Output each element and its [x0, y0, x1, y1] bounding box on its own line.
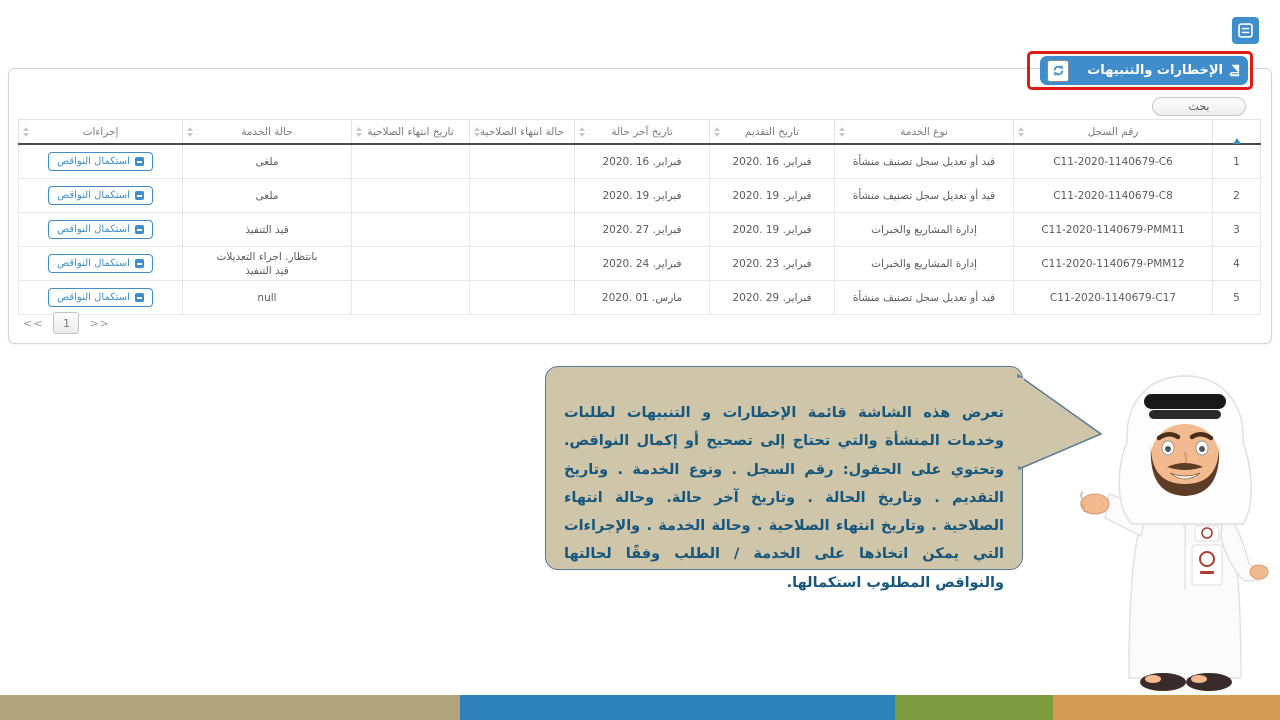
expiry-date-cell: [352, 179, 470, 213]
column-header-label: إجراءات: [82, 125, 119, 138]
sort-up-arrow: [474, 127, 480, 131]
expiry-status-cell: [470, 179, 575, 213]
submit-date-cell: فبراير. 16 .2020: [710, 144, 835, 179]
menu-button[interactable]: [1232, 17, 1259, 44]
service-status-cell: [183, 179, 352, 213]
record-number-cell: C11-2020-1140679-C17: [1014, 281, 1213, 315]
service-type-cell: إدارة المشاريع والخبرات: [835, 213, 1014, 247]
sort-up-arrow: [714, 127, 720, 131]
notifications-table: [18, 119, 1261, 315]
column-header-label: تاريخ انتهاء الصلاحية: [367, 125, 454, 138]
service-type-cell: قيد أو تعديل سجل تصنيف منشأة: [835, 179, 1014, 213]
row-index-cell: 4: [1213, 247, 1261, 281]
table-body: [19, 144, 1261, 315]
complete-deficiencies-label: استكمال النواقص: [57, 258, 130, 269]
footer-color-segment: [895, 695, 1053, 720]
panel-title: الإخطارات والتنبيهات: [1087, 63, 1223, 78]
complete-deficiencies-icon: [135, 191, 144, 200]
column-header-1[interactable]: [1014, 120, 1213, 145]
service-status-cell: [183, 213, 352, 247]
column-header-4[interactable]: [575, 120, 710, 145]
column-header-label: رقم السجل: [1087, 125, 1139, 138]
complete-deficiencies-button[interactable]: [48, 288, 153, 307]
expiry-status-cell: [470, 281, 575, 315]
column-header-2[interactable]: [835, 120, 1014, 145]
column-header-sort[interactable]: [1213, 120, 1261, 145]
row-index-cell: 5: [1213, 281, 1261, 315]
submit-date-cell: فبراير. 29 .2020: [710, 281, 835, 315]
table-row: [19, 213, 1261, 247]
sort-icon: [579, 127, 585, 137]
sort-down-arrow: [839, 133, 845, 137]
sort-down-arrow: [356, 133, 362, 137]
sort-down-arrow: [187, 133, 193, 137]
sort-up-arrow: [23, 127, 29, 131]
complete-deficiencies-icon: [135, 157, 144, 166]
complete-deficiencies-label: استكمال النواقص: [57, 156, 130, 167]
last-status-date-cell: فبراير. 19 .2020: [575, 179, 710, 213]
footer-color-bar: [0, 695, 1280, 720]
status-line: بانتظار. اجراء التعديلات: [216, 250, 318, 263]
column-header-label: تاريخ آخر حالة: [611, 125, 673, 138]
column-header-label: حالة الخدمة: [241, 125, 293, 138]
actions-cell: [19, 144, 183, 179]
pagination-first-button[interactable]: <<: [23, 316, 44, 330]
column-header-7[interactable]: [183, 120, 352, 145]
status-line: ملغى: [255, 155, 279, 168]
sort-icon: [187, 127, 193, 137]
expiry-status-cell: [470, 247, 575, 281]
table-row: [19, 144, 1261, 179]
sort-icon: [1018, 127, 1024, 137]
footer-color-segment: [460, 695, 895, 720]
pagination-page-1-button[interactable]: 1: [53, 312, 79, 334]
sort-up-arrow: [356, 127, 362, 131]
table-row: [19, 179, 1261, 213]
actions-cell: [19, 179, 183, 213]
expiry-date-cell: [352, 213, 470, 247]
record-number-cell: C11-2020-1140679-C6: [1014, 144, 1213, 179]
status-line: ملغى: [255, 189, 279, 202]
expiry-status-cell: [470, 144, 575, 179]
row-index-cell: 3: [1213, 213, 1261, 247]
complete-deficiencies-icon: [135, 259, 144, 268]
service-type-cell: قيد أو تعديل سجل تصنيف منشأة: [835, 281, 1014, 315]
table-header-row: [19, 120, 1261, 145]
menu-grid-icon: [1238, 23, 1253, 38]
bubble-tail: [1015, 372, 1107, 474]
column-header-5[interactable]: [470, 120, 575, 145]
sort-down-arrow: [714, 133, 720, 137]
expiry-date-cell: [352, 144, 470, 179]
sort-down-arrow: [474, 133, 480, 137]
service-status-cell: [183, 247, 352, 281]
actions-cell: [19, 213, 183, 247]
complete-deficiencies-button[interactable]: [48, 186, 153, 205]
expiry-date-cell: [352, 247, 470, 281]
service-type-cell: إدارة المشاريع والخبرات: [835, 247, 1014, 281]
pagination: [23, 312, 110, 334]
row-index-cell: 2: [1213, 179, 1261, 213]
search-button[interactable]: بحث: [1152, 97, 1246, 116]
complete-deficiencies-button[interactable]: [48, 254, 153, 273]
service-status-cell: [183, 144, 352, 179]
column-header-8[interactable]: [19, 120, 183, 145]
last-status-date-cell: فبراير. 27 .2020: [575, 213, 710, 247]
complete-deficiencies-button[interactable]: [48, 220, 153, 239]
service-type-cell: قيد أو تعديل سجل تصنيف منشأة: [835, 144, 1014, 179]
status-line: قيد التنفيذ: [245, 223, 289, 236]
expiry-status-cell: [470, 213, 575, 247]
submit-date-cell: فبراير. 19 .2020: [710, 179, 835, 213]
sort-down-arrow: [579, 133, 585, 137]
column-header-label: تاريخ التقديم: [744, 125, 800, 138]
column-header-6[interactable]: [352, 120, 470, 145]
sort-down-arrow: [1018, 133, 1024, 137]
footer-color-segment: [1053, 695, 1280, 720]
column-header-label: نوع الخدمة: [900, 125, 948, 138]
sort-up-arrow: [839, 127, 845, 131]
complete-deficiencies-icon: [135, 293, 144, 302]
table-row: [19, 281, 1261, 315]
pagination-last-button[interactable]: >>: [89, 316, 110, 330]
panel-title-group: [1087, 63, 1241, 78]
status-line: قيد التنفيذ: [245, 264, 289, 277]
last-status-date-cell: فبراير. 24 .2020: [575, 247, 710, 281]
sort-up-arrow: [579, 127, 585, 131]
assistant-tooltip-bubble: [545, 366, 1023, 591]
actions-cell: [19, 281, 183, 315]
sort-icon: [23, 127, 29, 137]
complete-deficiencies-label: استكمال النواقص: [57, 224, 130, 235]
refresh-icon: [1052, 64, 1065, 77]
sort-icon: [356, 127, 362, 137]
sort-ascending-icon: [1233, 126, 1241, 144]
submit-date-cell: فبراير. 23 .2020: [710, 247, 835, 281]
status-line: null: [257, 291, 277, 304]
column-header-3[interactable]: [710, 120, 835, 145]
service-status-cell: [183, 281, 352, 315]
actions-cell: [19, 247, 183, 281]
sort-down-arrow: [23, 133, 29, 137]
footer-color-segment: [0, 695, 460, 720]
row-index-cell: 1: [1213, 144, 1261, 179]
sort-up-arrow: [1018, 127, 1024, 131]
complete-deficiencies-icon: [135, 225, 144, 234]
sort-icon: [839, 127, 845, 137]
last-status-date-cell: مارس. 01 .2020: [575, 281, 710, 315]
table-header: [19, 120, 1261, 145]
record-number-cell: C11-2020-1140679-PMM11: [1014, 213, 1213, 247]
record-number-cell: C11-2020-1140679-C8: [1014, 179, 1213, 213]
last-status-date-cell: فبراير. 16 .2020: [575, 144, 710, 179]
complete-deficiencies-label: استكمال النواقص: [57, 190, 130, 201]
complete-deficiencies-label: استكمال النواقص: [57, 292, 130, 303]
refresh-button[interactable]: [1047, 60, 1069, 82]
expiry-date-cell: [352, 281, 470, 315]
assistant-tooltip-text: تعرض هذه الشاشة قائمة الإخطارات و التنبيهات لطلبات وخدمات المنشأة والتي تحتاج إلى تصحيح أو إكمال النواقص. وتحتوي على الحقول: رقم السجل . ونوع الخدمة . وتاريخ التقديم . وتاريخ الحالة . وتاريخ آخر حالة. وحالة انتهاء الصلاحية . وتاريخ انتهاء الصلاحية . وحالة الخدمة . والإجراءات التي يمكن اتخاذها على الخدمة / الطلب وفقًا لحالتها والنواقص المطلوب استكمالها.: [564, 405, 1004, 591]
sort-up-arrow: [187, 127, 193, 131]
column-header-label: حالة انتهاء الصلاحية: [480, 125, 564, 138]
notifications-panel: [8, 68, 1272, 344]
panel-title-bar: [1040, 56, 1248, 85]
submit-date-cell: فبراير. 19 .2020: [710, 213, 835, 247]
sort-icon: [474, 127, 480, 137]
record-number-cell: C11-2020-1140679-PMM12: [1014, 247, 1213, 281]
complete-deficiencies-button[interactable]: [48, 152, 153, 171]
sort-icon: [714, 127, 720, 137]
book-icon: [1229, 64, 1241, 77]
table-row: [19, 247, 1261, 281]
